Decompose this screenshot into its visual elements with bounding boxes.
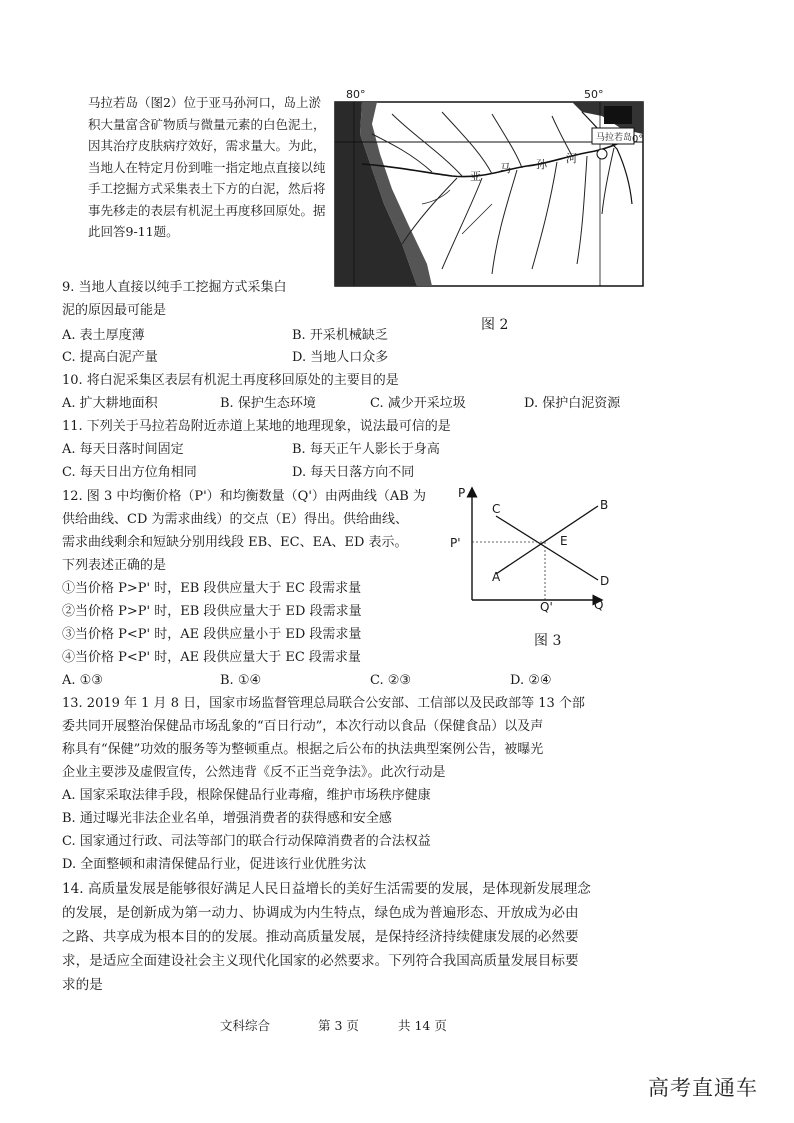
- graph-pprime-label: P': [450, 536, 461, 550]
- q14-stem-3: 之路、共享成为根本目的的发展。推动高质量发展，是保持经济持续健康发展的必然要: [62, 929, 579, 945]
- graph-c-label: C: [492, 502, 501, 516]
- q11-option-c: C. 每天日出方位角相同: [62, 465, 197, 480]
- q12-stem-3: 需求曲线剩余和短缺分别用线段 EB、EC、EA、ED 表示。: [62, 535, 408, 550]
- q14-stem-4: 求，是适应全面建设社会主义现代化国家的必然要求。下列符合我国高质量发展目标要: [62, 953, 579, 969]
- q14-stem-2: 的发展，是创新成为第一动力、协调成为内生特点，绿色成为普遍形态、开放成为必由: [62, 905, 579, 921]
- q13-option-d: D. 全面整顿和肃清保健品行业，促进该行业优胜劣汰: [62, 857, 367, 872]
- q11-option-a: A. 每天日落时间固定: [62, 442, 184, 457]
- q14-stem-1: 14. 高质量发展是能够很好满足人民日益增长的美好生活需要的发展，是体现新发展理念: [62, 881, 591, 897]
- q10-stem: 10. 将白泥采集区表层有机泥土再度移回原处的主要目的是: [62, 373, 399, 388]
- footer-total: 共 14 页: [398, 1018, 447, 1033]
- figure-2-caption: 图 2: [481, 317, 509, 333]
- river-char-2: 马: [500, 162, 511, 175]
- q11-option-d: D. 每天日落方向不同: [292, 465, 415, 480]
- figure-3-caption: 图 3: [534, 633, 562, 649]
- q10-option-d: D. 保护白泥资源: [524, 396, 621, 411]
- graph-e-label: E: [560, 534, 568, 548]
- graph-a-label: A: [492, 570, 501, 584]
- footer-subject: 文科综合: [220, 1018, 271, 1033]
- supply-curve-ab: [496, 506, 598, 574]
- q10-option-b: B. 保护生态环境: [220, 396, 316, 411]
- watermark: 高考直通车: [648, 1076, 758, 1100]
- map-figure-2: [332, 88, 646, 288]
- q12-option-d: D. ②④: [510, 673, 552, 688]
- graph-p-label: P: [458, 486, 466, 500]
- q10-option-a: A. 扩大耕地面积: [62, 396, 158, 411]
- q9-option-c: C. 提高白泥产量: [62, 350, 158, 365]
- q11-option-b: B. 每天正午人影长于身高: [292, 442, 440, 457]
- map-lon-left: 80°: [346, 88, 366, 101]
- q12-stem-2: 供给曲线、CD 为需求曲线）的交点（E）得出。供给曲线、: [62, 512, 408, 527]
- river-char-1: 亚: [470, 170, 481, 183]
- q12-statement-3: ③当价格 P<P' 时，AE 段供应量小于 ED 段需求量: [62, 627, 362, 642]
- supply-demand-graph: [448, 484, 626, 624]
- graph-b-label: B: [600, 498, 609, 512]
- demand-curve-cd: [496, 516, 598, 580]
- q10-option-c: C. 减少开采垃圾: [370, 396, 466, 411]
- q12-stem-1: 12. 图 3 中均衡价格（P'）和均衡数量（Q'）由两曲线（AB 为: [62, 489, 426, 504]
- graph-q-label: Q: [594, 598, 604, 612]
- q12-statement-1: ①当价格 P>P' 时，EB 段供应量大于 EC 段需求量: [62, 581, 362, 596]
- q12-statement-4: ④当价格 P<P' 时，AE 段供应量大于 EC 段需求量: [62, 650, 361, 665]
- q12-option-c: C. ②③: [370, 673, 412, 688]
- amazon-map: [332, 94, 646, 288]
- q9-option-a: A. 表土厚度薄: [62, 328, 145, 343]
- q13-stem-4: 企业主要涉及虚假宣传，公然违背《反不正当竞争法》。此次行动是: [62, 765, 446, 780]
- q13-option-b: B. 通过曝光非法企业名单，增强消费者的获得感和安全感: [62, 811, 392, 826]
- q13-stem-1: 13. 2019 年 1 月 8 日，国家市场监督管理总局联合公安部、工信部以及民政部等 13 个部: [62, 696, 585, 711]
- q11-stem: 11. 下列关于马拉若岛附近赤道上某地的地理现象，说法最可信的是: [62, 419, 451, 434]
- river-char-3: 孙: [536, 158, 547, 171]
- q14-stem-5: 求的是: [62, 977, 103, 993]
- q13-stem-2: 委共同开展整治保健品市场乱象的“百日行动”，本次行动以食品（保健食品）以及声: [62, 719, 544, 734]
- q13-stem-3: 称具有“保健”功效的服务等为整顿重点。根据之后公布的执法典型案例公告，被曝光: [62, 742, 544, 757]
- q12-stem-4: 下列表述正确的是: [62, 558, 167, 573]
- q9-option-b: B. 开采机械缺乏: [292, 328, 388, 343]
- q12-statement-2: ②当价格 P>P' 时，EB 段供应量大于 ED 段需求量: [62, 604, 362, 619]
- map-lat-label: 0°: [632, 134, 644, 145]
- q9-option-d: D. 当地人口众多: [292, 350, 389, 365]
- q9-stem-2: 泥的原因最可能是: [62, 303, 167, 318]
- q13-option-a: A. 国家采取法律手段，根除保健品行业毒瘤，维护市场秩序健康: [62, 788, 431, 803]
- footer-page: 第 3 页: [318, 1018, 359, 1033]
- q12-option-a: A. ①③: [62, 673, 103, 688]
- graph-qprime-label: Q': [540, 600, 553, 614]
- island-label: 马拉若岛: [596, 133, 633, 143]
- q12-option-b: B. ①④: [220, 673, 262, 688]
- passage-intro: 马拉若岛（图2）位于亚马孙河口，岛上淤积大量富含矿物质与微量元素的白色泥土，因其治疗皮肤病疗效好，需求量大。为此，当地人在特定月份到唯一指定地点直接以纯手工挖掘方式采集表土下方的白泥，然后将事先移走的表层有机泥土再度移回原处。据此回答9-11题。: [88, 95, 326, 239]
- q13-option-c: C. 国家通过行政、司法等部门的联合行动保障消费者的合法权益: [62, 834, 431, 849]
- map-lon-right: 50°: [584, 88, 604, 101]
- river-char-4: 河: [566, 152, 577, 165]
- q9-stem-1: 9. 当地人直接以纯手工挖掘方式采集白: [62, 280, 287, 295]
- graph-d-label: D: [600, 574, 610, 588]
